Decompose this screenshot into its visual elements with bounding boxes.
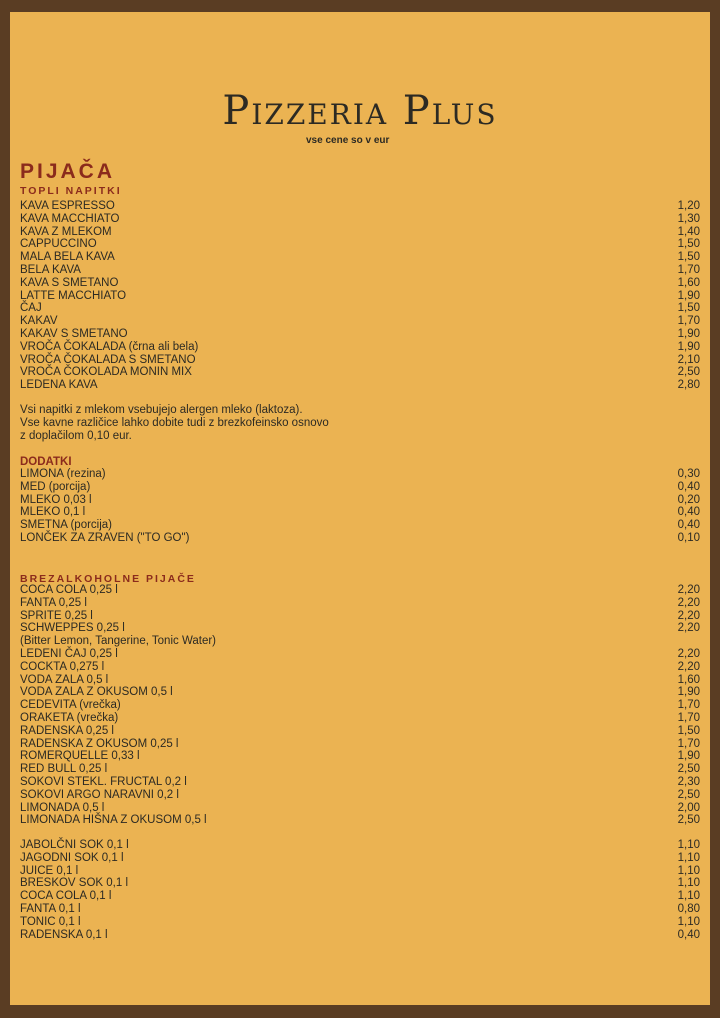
menu-item <box>20 750 700 763</box>
menu-item <box>20 468 700 481</box>
item-name: FANTA 0,25 l <box>20 596 87 609</box>
item-price: 2,20 <box>677 660 700 673</box>
item-name: KAVA ESPRESSO <box>20 200 115 212</box>
item-name: ROMERQUELLE 0,33 l <box>20 750 140 763</box>
item-price: 2,50 <box>677 788 700 801</box>
menu-item <box>20 610 700 623</box>
menu-item <box>20 674 700 687</box>
menu-item <box>20 532 700 545</box>
item-name: CAPPUCCINO <box>20 238 97 251</box>
menu-item <box>20 648 700 661</box>
item-name: LONČEK ZA ZRAVEN ("TO GO") <box>20 532 190 544</box>
item-price: 1,70 <box>677 712 700 724</box>
item-price: 1,60 <box>677 673 700 686</box>
item-name: LIMONADA HIŠNA Z OKUSOM 0,5 l <box>20 814 207 827</box>
item-price: 2,10 <box>677 353 700 366</box>
restaurant-title: Pizzeria Plus <box>222 88 498 134</box>
category-soft-drinks: BREZALKOHOLNE PIJAČE <box>20 573 196 585</box>
item-price: 1,50 <box>677 724 700 737</box>
item-name: JUICE 0,1 l <box>20 864 79 877</box>
item-name: RADENSKA 0,25 l <box>20 724 114 737</box>
item-price: 0,40 <box>677 480 700 493</box>
item-price: 1,40 <box>677 225 700 238</box>
item-name: KAVA Z MLEKOM <box>20 225 112 238</box>
item-price: 1,90 <box>677 289 700 302</box>
item-name: COCA COLA 0,1 l <box>20 890 112 903</box>
menu-item <box>20 635 700 648</box>
menu-item <box>20 302 700 315</box>
menu-item <box>20 929 700 942</box>
menu-item <box>20 903 700 916</box>
item-name: SOKOVI ARGO NARAVNI 0,2 l <box>20 788 179 801</box>
menu-item <box>20 238 700 251</box>
item-price: 1,90 <box>677 340 700 353</box>
menu-item <box>20 916 700 929</box>
allergen-note: z doplačilom 0,10 eur. <box>20 430 132 442</box>
allergen-note: Vse kavne različice lahko dobite tudi z brezkofeinsko osnovo <box>20 417 329 429</box>
item-name: SPRITE 0,25 l <box>20 609 93 622</box>
menu-item <box>20 802 700 815</box>
item-price: 2,20 <box>677 648 700 660</box>
menu-item <box>20 264 700 277</box>
menu-item <box>20 686 700 699</box>
item-price: 2,50 <box>677 366 700 379</box>
menu-item <box>20 890 700 903</box>
item-name: KAVA S SMETANO <box>20 276 119 289</box>
item-name: BELA KAVA <box>20 264 81 276</box>
item-name: LEDENI ČAJ 0,25 l <box>20 648 118 660</box>
menu-item <box>20 315 700 328</box>
menu-item <box>20 712 700 725</box>
item-name: VODA ZALA Z OKUSOM 0,5 l <box>20 686 173 699</box>
item-price: 0,30 <box>677 468 700 480</box>
item-name: RADENSKA 0,1 l <box>20 928 108 941</box>
item-price: 1,30 <box>677 212 700 225</box>
item-price: 1,70 <box>677 315 700 328</box>
item-price: 1,70 <box>677 699 700 712</box>
item-name: MLEKO 0,1 l <box>20 506 86 519</box>
menu-item <box>20 277 700 290</box>
item-name: LIMONADA 0,5 l <box>20 801 105 814</box>
item-name: SMETNA (porcija) <box>20 519 113 532</box>
menu-item <box>20 251 700 264</box>
item-price: 1,10 <box>677 877 700 890</box>
item-name: LIMONA (rezina) <box>20 468 106 480</box>
menu-item <box>20 852 700 865</box>
menu-item <box>20 494 700 507</box>
item-price: 2,20 <box>677 609 700 622</box>
item-price: 1,70 <box>677 264 700 276</box>
menu-item <box>20 789 700 802</box>
item-name: SCHWEPPES 0,25 l <box>20 622 125 635</box>
section-heading-drinks: PIJAČA <box>20 160 116 183</box>
item-price: 2,20 <box>677 622 700 635</box>
menu-item <box>20 622 700 635</box>
item-name: JABOLČNI SOK 0,1 l <box>20 839 129 851</box>
menu-item <box>20 865 700 878</box>
item-name: KAKAV <box>20 315 58 328</box>
item-price: 1,20 <box>677 200 700 212</box>
item-price: 1,60 <box>677 276 700 289</box>
item-price: 2,00 <box>677 801 700 814</box>
menu-item <box>20 200 700 213</box>
item-price: 2,50 <box>677 763 700 776</box>
item-price: 2,80 <box>677 379 700 392</box>
item-name: CEDEVITA (vrečka) <box>20 699 121 712</box>
item-price: 1,10 <box>677 851 700 864</box>
menu-item <box>20 738 700 751</box>
item-price: 0,20 <box>677 493 700 506</box>
category-extras: DODATKI <box>20 456 72 468</box>
menu-item <box>20 506 700 519</box>
item-name: VROČA ČOKALADA (črna ali bela) <box>20 340 199 353</box>
item-price: 0,40 <box>677 506 700 519</box>
item-name: COCKTA 0,275 l <box>20 660 105 673</box>
item-price: 1,50 <box>677 251 700 264</box>
item-name: LEDENA KAVA <box>20 379 98 392</box>
item-price: 1,70 <box>677 737 700 750</box>
category-hot-drinks: TOPLI NAPITKI <box>20 185 122 197</box>
item-price: 1,10 <box>677 839 700 851</box>
item-name: LATTE MACCHIATO <box>20 289 127 302</box>
item-name: VODA ZALA 0,5 l <box>20 673 109 686</box>
item-price: 2,30 <box>677 776 700 788</box>
item-name: MLEKO 0,03 l <box>20 493 92 506</box>
item-price: 0,10 <box>677 532 700 544</box>
item-name: VROČA ČOKALADA S SMETANO <box>20 353 196 366</box>
item-price: 1,10 <box>677 915 700 928</box>
item-name: MALA BELA KAVA <box>20 251 115 264</box>
menu-item <box>20 661 700 674</box>
menu-item <box>20 814 700 827</box>
item-name: VROČA ČOKOLADA MONIN MIX <box>20 366 192 379</box>
menu-item <box>20 519 700 532</box>
item-name: MED (porcija) <box>20 480 91 493</box>
item-price: 2,50 <box>677 814 700 827</box>
item-name: COCA COLA 0,25 l <box>20 584 118 596</box>
item-name: JAGODNI SOK 0,1 l <box>20 851 124 864</box>
item-name: KAKAV S SMETANO <box>20 328 128 340</box>
item-price: 1,50 <box>677 302 700 315</box>
menu-item <box>20 776 700 789</box>
menu-item <box>20 354 700 367</box>
item-name: RED BULL 0,25 l <box>20 763 108 776</box>
item-name: TONIC 0,1 l <box>20 915 81 928</box>
price-currency-note: vse cene so v eur <box>306 135 390 146</box>
menu-item <box>20 597 700 610</box>
item-name: KAVA MACCHIATO <box>20 212 120 225</box>
item-name: RADENSKA Z OKUSOM 0,25 l <box>20 737 179 750</box>
menu-item <box>20 328 700 341</box>
item-price: 1,50 <box>677 238 700 251</box>
menu-item <box>20 877 700 890</box>
menu-item <box>20 341 700 354</box>
item-price: 0,80 <box>677 903 700 915</box>
item-price: 1,10 <box>677 864 700 877</box>
menu-item <box>20 290 700 303</box>
menu-item <box>20 763 700 776</box>
item-price: 0,40 <box>677 519 700 532</box>
item-price: 1,90 <box>677 750 700 763</box>
item-name: ČAJ <box>20 302 42 315</box>
item-price: 2,20 <box>677 596 700 609</box>
item-name: FANTA 0,1 l <box>20 903 81 915</box>
item-price: 0,40 <box>677 928 700 941</box>
allergen-note: Vsi napitki z mlekom vsebujejo alergen mleko (laktoza). <box>20 404 303 416</box>
menu-item <box>20 481 700 494</box>
menu-item <box>20 213 700 226</box>
item-price: 1,90 <box>677 328 700 340</box>
menu-item <box>20 226 700 239</box>
item-price: 1,90 <box>677 686 700 699</box>
item-name: BRESKOV SOK 0,1 l <box>20 877 129 890</box>
menu-item <box>20 725 700 738</box>
item-price: 2,20 <box>677 584 700 596</box>
item-price: 1,10 <box>677 890 700 903</box>
menu-item <box>20 699 700 712</box>
item-name: SOKOVI STEKL. FRUCTAL 0,2 l <box>20 776 187 788</box>
menu-item <box>20 366 700 379</box>
menu-item <box>20 839 700 852</box>
menu-item <box>20 379 700 392</box>
item-name: (Bitter Lemon, Tangerine, Tonic Water) <box>20 635 217 648</box>
item-name: ORAKETA (vrečka) <box>20 712 119 724</box>
menu-item <box>20 584 700 597</box>
